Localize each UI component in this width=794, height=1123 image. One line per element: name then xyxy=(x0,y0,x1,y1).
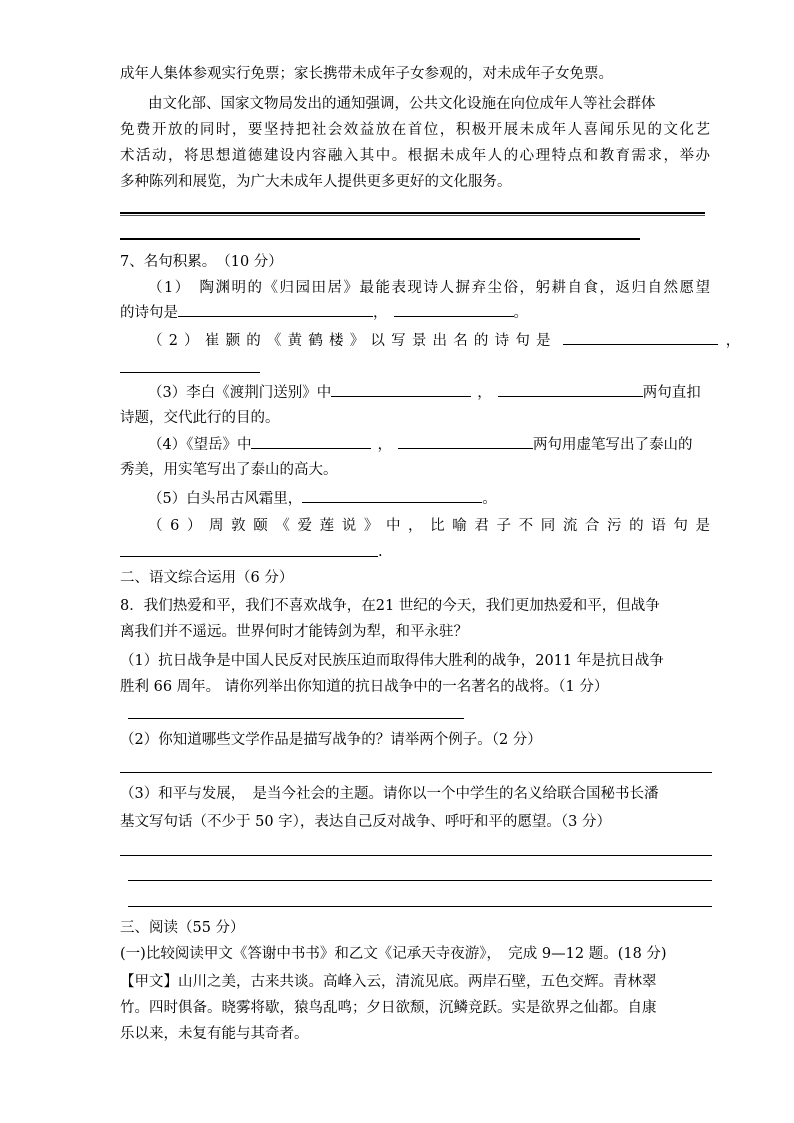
blank-field[interactable] xyxy=(394,302,514,317)
q7-s1-comma: ， xyxy=(373,305,388,321)
section-3-title: 三、阅读（55 分） xyxy=(120,920,245,936)
blank-field[interactable] xyxy=(563,330,718,345)
answer-line[interactable] xyxy=(120,855,712,856)
q7-s3-prefix: （3）李白《渡荆门送别》中 xyxy=(148,385,332,401)
reading-1-instructions: (一)比较阅读甲文《答谢中书书》和乙文《记承天寺夜游》， 完成 9—12 题。(18 分) xyxy=(120,946,667,962)
q7-s3-end: 两句直扣 xyxy=(642,385,701,401)
q8-p1-line-1: （1）抗日战争是中国人民反对民族压迫而取得伟大胜利的战争，2011 年是抗日战争 xyxy=(120,653,664,669)
q7-s2-comma: ， xyxy=(725,333,741,349)
q8-p3-line-2: 基文写句话（不少于 50 字），表达自己反对战争、呼吁和平的愿望。（3 分） xyxy=(120,814,612,830)
q7-s1-end: 。 xyxy=(513,305,528,321)
q7-title: 7、名句积累。 （10 分） xyxy=(120,254,283,270)
q7-s6-line-1: （6）周敦颐《爱莲说》中，比喻君子不同流合污的语句是 xyxy=(148,518,710,534)
q7-s2-line-1 xyxy=(148,330,740,351)
blank-field[interactable] xyxy=(302,488,482,503)
q7-s3-line-2: 诗题，交代此行的目的。 xyxy=(120,410,280,426)
answer-line xyxy=(120,215,705,216)
q8-p2-line: （2）你知道哪些文学作品是描写战争的？请举两个例子。（2 分） xyxy=(120,732,542,748)
q7-s4-prefix: （4）《望岳》中 xyxy=(148,437,252,453)
answer-line[interactable] xyxy=(120,772,712,773)
intro-para-line-2: 免费开放的同时，要坚持把社会效益放在首位，积极开展未成年人喜闻乐见的文化艺 xyxy=(120,122,710,138)
q8-line-2: 离我们并不遥远。世界何时才能铸剑为犁，和平永驻？ xyxy=(120,624,468,640)
q7-s4-comma: ， xyxy=(377,437,392,453)
q7-s1-prefix: 的诗句是 xyxy=(120,305,178,321)
section-2-title: 二、语文综合运用（6 分） xyxy=(120,570,294,586)
q7-s6-end: . xyxy=(378,544,383,560)
q7-s1-line-2 xyxy=(120,302,528,323)
answer-line[interactable] xyxy=(128,880,712,881)
passage-jia-line-2: 竹。四时俱备。晓雾将歇，猿鸟乱鸣；夕日欲颓，沉鳞竞跃。实是欲界之仙都。自康 xyxy=(120,1000,657,1016)
intro-para-line-3: 术活动，将思想道德建设内容融入其中。根据未成年人的心理特点和教育需求，举办 xyxy=(120,148,710,164)
q8-p3-line-1: （3）和平与发展， 是当今社会的主题。请你以一个中学生的名义给联合国秘书长潘 xyxy=(120,786,659,802)
q8-line-1: 8．我们热爱和平，我们不喜欢战争，在21 世纪的今天，我们更加热爱和平，但战争 xyxy=(120,598,660,614)
q7-s4-end: 两句用虚笔写出了泰山的 xyxy=(532,437,693,453)
intro-para-line-4: 多种陈列和展览，为广大未成年人提供更多更好的文化服务。 xyxy=(120,174,512,190)
q7-s3-comma: ， xyxy=(477,385,492,401)
q7-s4-line-2: 秀美，用实笔写出了泰山的高大。 xyxy=(120,462,338,478)
q8-p1-line-2: 胜利 66 周年。 请你列举出你知道的抗日战争中的一名著名的战将。（1 分） xyxy=(120,679,609,695)
q7-s5-line xyxy=(148,488,497,509)
q7-s1-line-1: （1） 陶渊明的《归园田居》最能表现诗人摒弃尘俗，躬耕自食，返归自然愿望 xyxy=(148,280,710,296)
q7-s3-line-1 xyxy=(148,382,701,403)
blank-field[interactable] xyxy=(331,382,471,397)
intro-para-line-1: 由文化部、国家文物局发出的通知强调，公共文化设施在向位成年人等社会群体 xyxy=(148,96,656,112)
answer-line xyxy=(120,212,705,214)
passage-jia-line-1: 【甲文】山川之美，古来共谈。高峰入云，清流见底。两岸石壁，五色交辉。青林翠 xyxy=(120,974,657,990)
q7-s2-text: （2）崔颢的《黄鹤楼》以写景出名的诗句是 xyxy=(148,333,557,349)
answer-line[interactable] xyxy=(128,718,464,719)
blank-field[interactable] xyxy=(498,382,643,397)
blank-field[interactable] xyxy=(251,434,371,449)
blank-field[interactable] xyxy=(398,434,533,449)
blank-field[interactable] xyxy=(178,302,373,317)
answer-line[interactable] xyxy=(128,906,712,907)
intro-line-1: 成年人集体参观实行免票；家长携带未成年子女参观的，对未成年子女免票。 xyxy=(120,66,613,82)
blank-field[interactable] xyxy=(120,556,378,557)
blank-field[interactable] xyxy=(120,372,260,373)
answer-line xyxy=(120,238,640,240)
passage-jia-line-3: 乐以来，未复有能与其奇者。 xyxy=(120,1026,309,1042)
q7-s5-prefix: （5）白头吊古风霜里， xyxy=(148,491,303,507)
q7-s4-line-1 xyxy=(148,434,692,455)
q7-s5-end: 。 xyxy=(482,491,497,507)
